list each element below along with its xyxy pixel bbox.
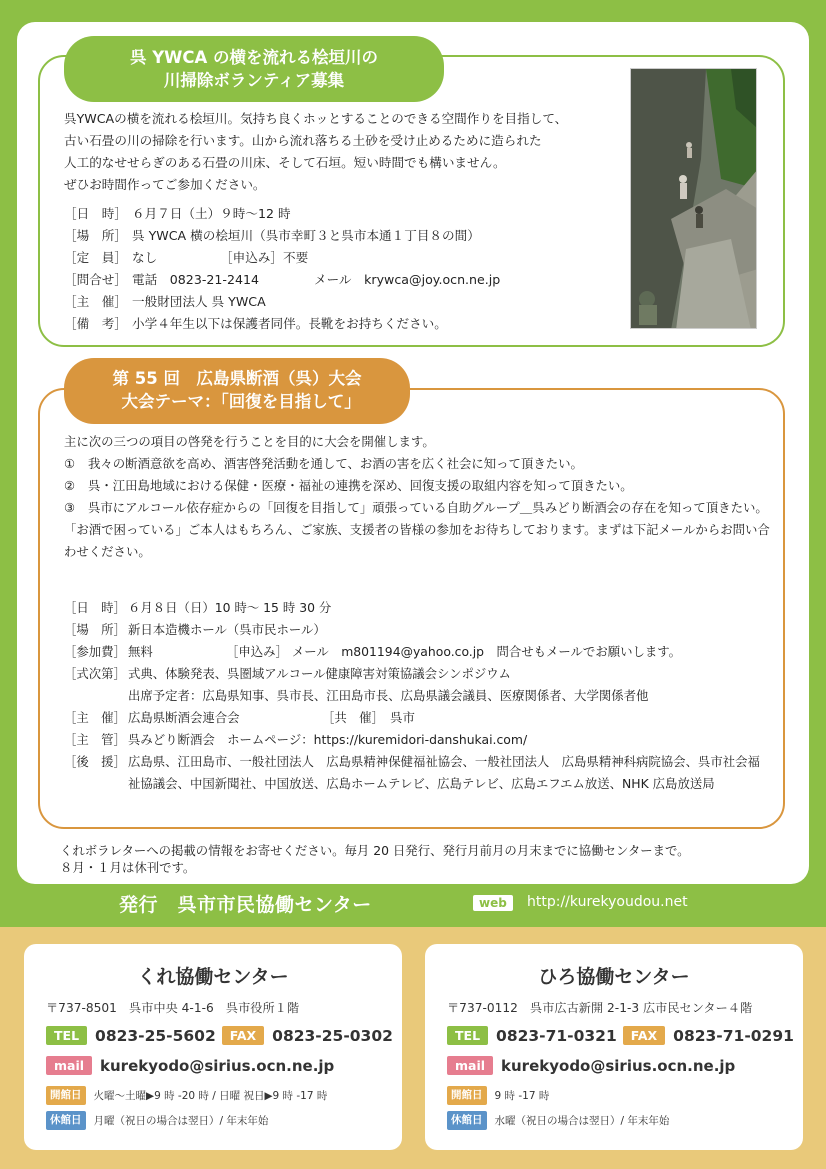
- volunteer-intro: [64, 108, 626, 196]
- list-number: ②: [64, 478, 76, 493]
- mail-row: [46, 1056, 334, 1075]
- detail-cohost: ［共 催］ 呉市: [322, 710, 415, 725]
- detail-key: ［定 員］: [64, 250, 127, 265]
- list-number: ③: [64, 500, 76, 515]
- detail-value: 広島県断酒会連合会: [128, 710, 240, 725]
- volunteer-title-banner: [64, 36, 444, 102]
- convention-closing-text: 「お酒で困っている」ご本人はもちろん、ご家族、支援者の皆様の参加をお待ちしております。まずは下記メールからお問い合わせください。: [64, 522, 770, 559]
- contact-phone: 電話 0823-21-2414: [132, 272, 259, 287]
- detail-apply: ［申込み］不要: [220, 250, 309, 265]
- submission-note: [60, 842, 780, 876]
- closed-days-row: [46, 1111, 268, 1130]
- detail-key: ［場 所］: [64, 228, 127, 243]
- open-days-text: 火曜〜土曜▶9 時 -20 時 / 日曜 祝日▶9 時 -17 時: [93, 1090, 328, 1102]
- volunteer-title-line1: 呉 YWCA の横を流れる桧垣川の: [129, 48, 378, 67]
- detail-row-host: [64, 291, 626, 313]
- list-text: 我々の断酒意欲を高め、酒害啓発活動を通して、お酒の害を広く社会に知って頂きたい。: [88, 456, 583, 471]
- fax-badge: FAX: [623, 1026, 665, 1045]
- center-card-hiro: [425, 944, 803, 1150]
- mail-address[interactable]: kurekyodo@sirius.ocn.ne.jp: [100, 1056, 335, 1075]
- center-address: 〒737-8501 呉市中央 4-1-6 呉市役所１階: [46, 1001, 300, 1015]
- detail-row-support: [64, 751, 776, 795]
- volunteer-title-line2: 川掃除ボランティア募集: [163, 71, 345, 90]
- mail-badge: mail: [46, 1056, 92, 1075]
- phone-fax-row: [447, 1026, 800, 1045]
- tel-number[interactable]: 0823-25-5602: [95, 1026, 216, 1045]
- closed-days-row: [447, 1111, 669, 1130]
- detail-value: 新日本造機ホール（呉市民ホール）: [128, 622, 326, 637]
- detail-value: 呉みどり断酒会 ホームページ：https://kuremidori-danshukai.com/: [128, 732, 528, 747]
- convention-intro: [64, 431, 776, 563]
- detail-row-capacity: [64, 247, 626, 269]
- open-days-row: [46, 1086, 327, 1105]
- detail-value: 無料: [128, 644, 153, 659]
- river-cleanup-photo: [630, 68, 757, 329]
- detail-value: なし: [132, 250, 158, 265]
- detail-value: 広島県、江田島市、一般社団法人 広島県精神保健福祉協会、一般社団法人 広島県精神科病院協会、呉市社会福祉協議会、中国新聞社、中国放送、広島ホームテレビ、広島テレビ、広島エフエム放送、NHK 広島放送局: [128, 754, 760, 791]
- detail-row-fee: [64, 641, 776, 663]
- tel-number[interactable]: 0823-71-0321: [496, 1026, 617, 1045]
- website-link[interactable]: http://kurekyoudou.net: [527, 894, 688, 910]
- detail-key: ［後 援］: [64, 754, 126, 769]
- center-name: くれ協働センター: [137, 966, 289, 988]
- center-name: ひろ協働センター: [538, 966, 690, 988]
- tel-badge: TEL: [447, 1026, 488, 1045]
- fax-badge: FAX: [222, 1026, 264, 1045]
- fax-number: 0823-25-0302: [272, 1026, 393, 1045]
- volunteer-intro-line: ぜひお時間作ってご参加ください。: [64, 177, 266, 192]
- detail-key: ［主 管］: [64, 732, 126, 747]
- volunteer-intro-line: 呉YWCAの横を流れる桧垣川。気持ち良くホッとすることのできる空間作りを目指して、: [64, 111, 568, 126]
- detail-value: 出席予定者：広島県知事、呉市長、江田島市長、広島県議会議員、医療関係者、大学関係者他: [128, 688, 649, 703]
- detail-key: ［主 催］: [64, 294, 127, 309]
- detail-key: ［主 催］: [64, 710, 126, 725]
- note-line: ８月・１月は休刊です。: [60, 860, 196, 875]
- closed-days-badge: 休館日: [46, 1111, 86, 1130]
- center-card-kure: [24, 944, 402, 1150]
- detail-value: 呉 YWCA 横の桧垣川（呉市幸町３と呉市本通１丁目８の間）: [132, 228, 480, 243]
- detail-key: ［日 時］: [64, 206, 127, 221]
- phone-fax-row: [46, 1026, 399, 1045]
- convention-title-line2: 大会テーマ：｢回復を目指して｣: [121, 392, 353, 411]
- detail-row-date: [64, 597, 776, 619]
- open-days-badge: 開館日: [447, 1086, 487, 1105]
- volunteer-intro-line: 人工的なせせらぎのある石畳の川床、そして石垣。短い時間でも構いません。: [64, 155, 506, 170]
- detail-row-place: [64, 619, 776, 641]
- detail-row-remark: [64, 313, 626, 335]
- volunteer-details: [64, 203, 626, 335]
- note-line: くれボラレターへの掲載の情報をお寄せください。毎月 20 日発行、発行月前月の月末までに協働センターまで。: [60, 843, 690, 858]
- closed-days-text: 水曜（祝日の場合は翌日）/ 年末年始: [494, 1115, 670, 1127]
- convention-title-line1: 第 55 回 広島県断酒（呉）大会: [112, 369, 362, 388]
- closed-days-badge: 休館日: [447, 1111, 487, 1130]
- center-address: 〒737-0112 呉市広古新開 2-1-3 広市民センター４階: [447, 1001, 753, 1015]
- detail-key: ［場 所］: [64, 622, 126, 637]
- detail-row-program: [64, 663, 776, 707]
- list-item: [64, 497, 776, 519]
- list-text: 呉・江田島地域における保健・医療・福祉の連携を深め、回復支援の取組内容を知って頂きたい。: [88, 478, 633, 493]
- publisher-name: 発行 呉市市民協働センター: [119, 894, 372, 916]
- detail-key: ［問合せ］: [64, 272, 127, 287]
- list-item: [64, 475, 776, 497]
- closed-days-text: 月曜（祝日の場合は翌日）/ 年末年始: [93, 1115, 269, 1127]
- detail-value: 式典、体験発表、呉圏域アルコール健康障害対策協議会シンポジウム: [128, 666, 511, 681]
- detail-key: ［日 時］: [64, 600, 126, 615]
- convention-details: [64, 597, 776, 795]
- convention-intro-text: 主に次の三つの項目の啓発を行うことを目的に大会を開催します。: [64, 434, 435, 449]
- mail-address[interactable]: kurekyodo@sirius.ocn.ne.jp: [501, 1056, 736, 1075]
- mail-badge: mail: [447, 1056, 493, 1075]
- list-number: ①: [64, 456, 76, 471]
- detail-value: ６月７日（土）９時〜12 時: [132, 206, 291, 221]
- detail-apply: ［申込み］ メール m801194@yahoo.co.jp 問合せもメールでお願いします。: [226, 644, 682, 659]
- detail-row-manage: [64, 729, 776, 751]
- open-days-text: 9 時 -17 時: [494, 1090, 550, 1102]
- mail-row: [447, 1056, 735, 1075]
- contact-email[interactable]: メール krywca@joy.ocn.ne.jp: [314, 272, 501, 287]
- detail-row-date: [64, 203, 626, 225]
- fax-number: 0823-71-0291: [673, 1026, 794, 1045]
- web-badge: web: [473, 895, 513, 911]
- convention-title-banner: [64, 358, 410, 424]
- open-days-badge: 開館日: [46, 1086, 86, 1105]
- detail-value: 一般財団法人 呉 YWCA: [132, 294, 266, 309]
- detail-row-contact: [64, 269, 626, 291]
- detail-key: ［式次第］: [64, 666, 126, 681]
- list-item: [64, 453, 776, 475]
- list-text: 呉市にアルコール依存症からの「回復を目指して」頑張っている自助グループ＿呉みどり断酒会の存在を知って頂きたい。: [88, 500, 768, 515]
- volunteer-intro-line: 古い石畳の川の掃除を行います。山から流れ落ちる土砂を受け止めるために造られた: [64, 133, 542, 148]
- detail-key: ［備 考］: [64, 316, 127, 331]
- detail-row-place: [64, 225, 626, 247]
- detail-value: 小学４年生以下は保護者同伴。長靴をお持ちください。: [132, 316, 447, 331]
- detail-key: ［参加費］: [64, 644, 126, 659]
- tel-badge: TEL: [46, 1026, 87, 1045]
- open-days-row: [447, 1086, 549, 1105]
- detail-row-host: [64, 707, 776, 729]
- detail-value: ６月８日（日）10 時〜 15 時 30 分: [128, 600, 332, 615]
